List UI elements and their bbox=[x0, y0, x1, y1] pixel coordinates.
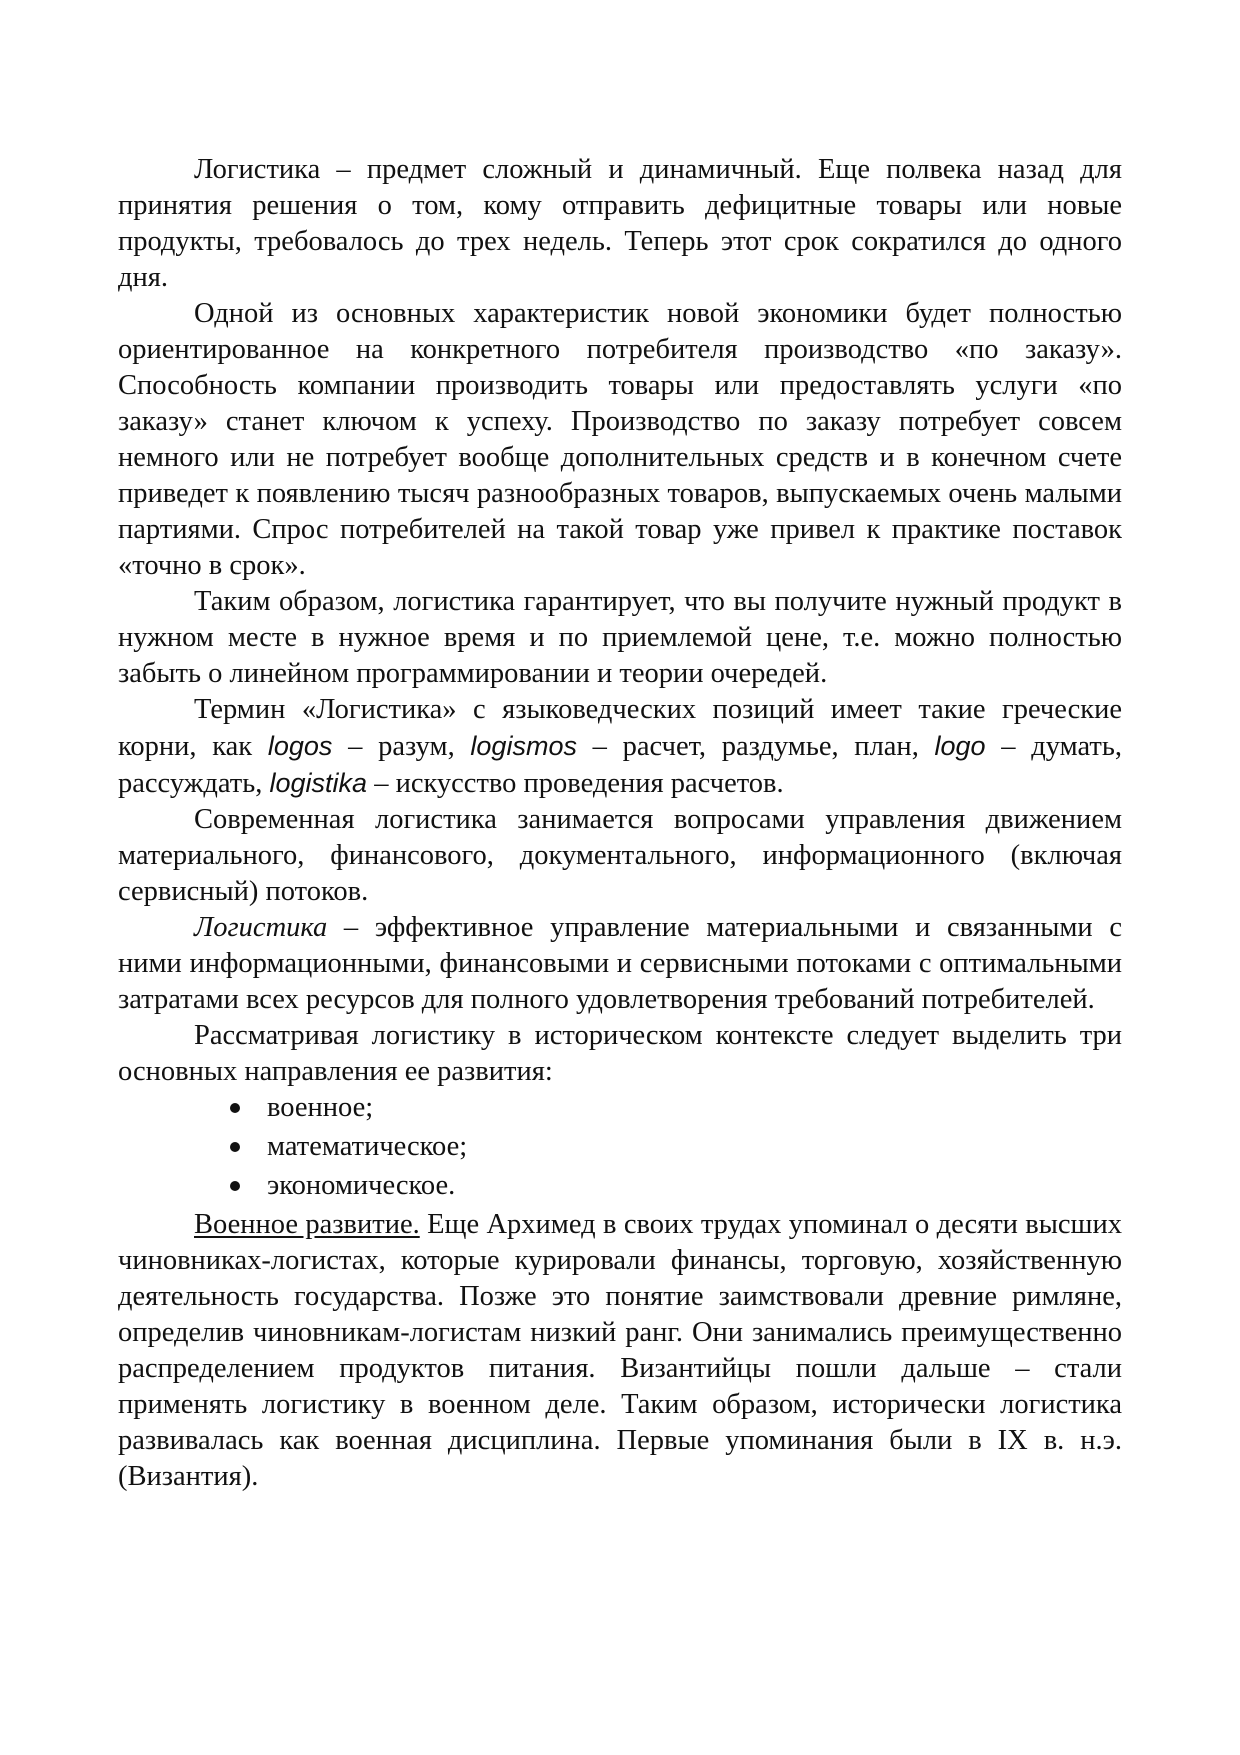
etymology-text-2: – разум, bbox=[332, 731, 471, 762]
directions-list bbox=[118, 1090, 1122, 1204]
paragraph-historical-context: Рассматривая логистику в историческом контексте следует выделить три основных направления ее развития: bbox=[118, 1020, 1122, 1087]
paragraph-term-etymology bbox=[118, 692, 1122, 802]
etymology-text-5: – искусство проведения расчетов. bbox=[367, 768, 784, 799]
list-item bbox=[230, 1090, 1122, 1126]
list-item-text: экономическое. bbox=[267, 1170, 456, 1201]
document-page bbox=[118, 152, 1122, 1495]
greek-word-logismos: logismos bbox=[470, 731, 577, 761]
etymology-text-4: – думать, рассуждать, bbox=[118, 731, 1122, 799]
section-heading-military: Военное развитие. bbox=[194, 1209, 420, 1240]
list-item bbox=[230, 1129, 1122, 1165]
definition-text: – эффективное управление материальными и связанными с ними информационными, финансовыми и сервисными потоками с оптимальными затратами всех ресурсов для полного удовлетворения требований потребителей. bbox=[118, 912, 1122, 1015]
paragraph-definition bbox=[118, 910, 1122, 1018]
paragraph-military-development bbox=[118, 1207, 1122, 1495]
greek-word-logo: logo bbox=[934, 731, 986, 761]
definition-term: Логистика bbox=[194, 912, 328, 943]
list-item-text: математическое; bbox=[267, 1131, 468, 1162]
paragraph-modern-logistics: Современная логистика занимается вопросами управления движением материального, финансового, документального, информационного (включая сервисный) потоков. bbox=[118, 804, 1122, 907]
military-development-text: Еще Архимед в своих трудах упоминал о десяти высших чиновниках-логистах, которые курировали финансы, торговую, хозяйственную деятельность государства. Позже это понятие заимствовали древние римляне, определив чиновникам-логистам низкий ранг. Они занимались преимущественно распределением продуктов питания. Византийцы пошли дальше – стали применять логистику в военном деле. Таким образом, исторически логистика развивалась как военная дисциплина. Первые упоминания были в IX в. н.э. (Византия). bbox=[118, 1209, 1123, 1492]
paragraph-logistics-intro: Логистика – предмет сложный и динамичный. Еще полвека назад для принятия решения о том, кому отправить дефицитные товары или новые продукты, требовалось до трех недель. Теперь этот срок сократился до одного дня. bbox=[118, 154, 1122, 293]
greek-word-logos: logos bbox=[267, 731, 333, 761]
bullet-icon bbox=[230, 1181, 240, 1191]
bullet-icon bbox=[230, 1142, 240, 1152]
etymology-text-3: – расчет, раздумье, план, bbox=[576, 731, 935, 762]
paragraph-guarantee: Таким образом, логистика гарантирует, что вы получите нужный продукт в нужном месте в нужное время и по приемлемой цене, т.е. можно полностью забыть о линейном программировании и теории очередей. bbox=[118, 586, 1122, 689]
etymology-text-1: Термин «Логистика» с языковедческих позиций имеет такие греческие корни, как bbox=[118, 694, 1122, 762]
list-item-text: военное; bbox=[267, 1092, 374, 1123]
paragraph-new-economy: Одной из основных характеристик новой экономики будет полностью ориентированное на конкретного потребителя производство «по заказу». Способность компании производить товары или предоставлять услуги «по заказу» станет ключом к успеху. Производство по заказу потребует совсем немного или не потребует вообще дополнительных средств и в конечном счете приведет к появлению тысяч разнообразных товаров, выпускаемых очень малыми партиями. Спрос потребителей на такой товар уже привел к практике поставок «точно в срок». bbox=[118, 298, 1122, 581]
list-item bbox=[230, 1168, 1122, 1204]
bullet-icon bbox=[230, 1103, 240, 1113]
greek-word-logistika: logistika bbox=[269, 768, 368, 798]
